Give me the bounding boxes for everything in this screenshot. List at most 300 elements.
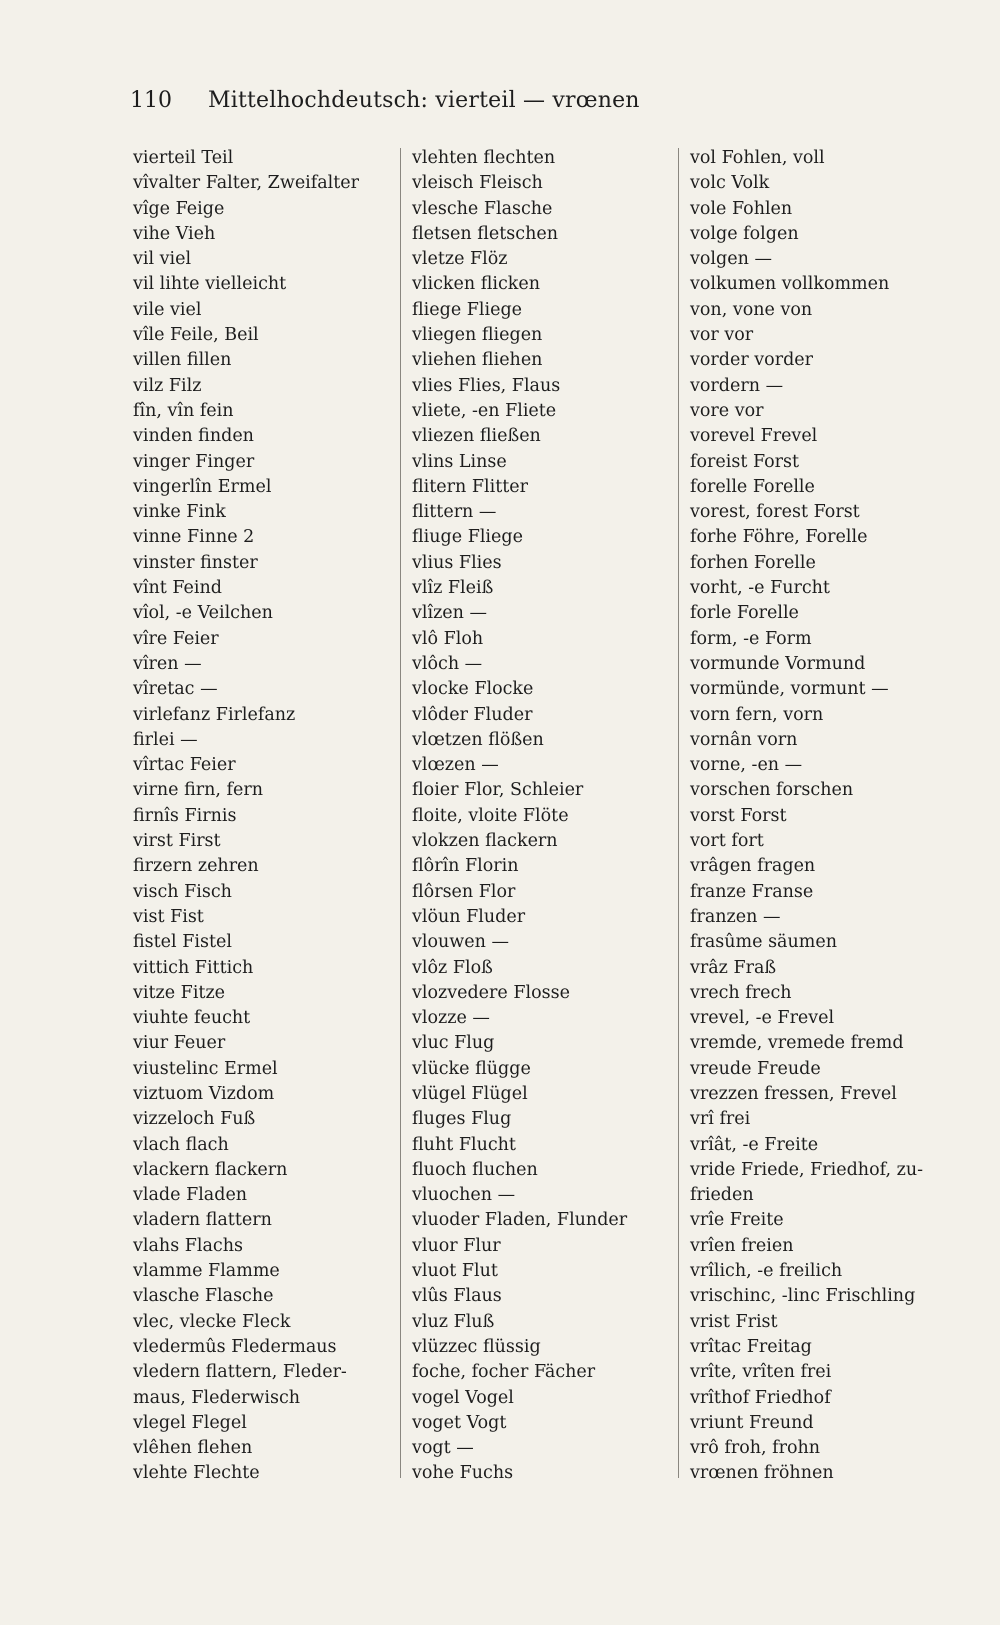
entry-gloss: fliehen (481, 350, 543, 371)
dictionary-entry (133, 1107, 391, 1132)
dictionary-entry (690, 829, 980, 854)
entry-gloss: Flut (461, 1261, 498, 1282)
entry-lemma: vlins (412, 451, 454, 472)
dictionary-entry (133, 804, 391, 829)
dictionary-entry (412, 930, 670, 955)
entry-lemma: vliehen (412, 350, 477, 371)
entry-lemma: vliezen (412, 426, 475, 447)
entry-lemma: fliege (412, 299, 462, 320)
entry-gloss: Forst (752, 451, 800, 472)
dictionary-entry (690, 1133, 980, 1158)
dictionary-entry (690, 981, 980, 1006)
entry-gloss: Freude (757, 1058, 821, 1079)
page-header (130, 88, 730, 120)
entry-gloss: Ermel (223, 1058, 278, 1079)
entry-gloss: forschen (776, 780, 854, 801)
entry-lemma: vîge (133, 198, 171, 219)
entry-lemma: virlefanz (133, 704, 211, 725)
entry-gloss: fern, vorn (735, 704, 824, 725)
entry-gloss: Flügel (471, 1083, 528, 1104)
entry-lemma: vlozze (412, 1008, 467, 1029)
entry-lemma: vil (133, 249, 155, 270)
entry-lemma: vlîz (412, 578, 443, 599)
entry-gloss: feucht (194, 1008, 251, 1029)
entry-gloss: Feind (172, 578, 222, 599)
dictionary-entry (133, 1031, 391, 1056)
dictionary-entry (133, 1133, 391, 1158)
dictionary-entry (690, 703, 980, 728)
entry-gloss: — (871, 679, 889, 700)
entry-gloss: froh, frohn (724, 1438, 821, 1459)
dictionary-entry (690, 627, 980, 652)
entry-gloss: Florin (465, 856, 519, 877)
dictionary-entry (133, 753, 391, 778)
entry-lemma: floite, vloite (412, 805, 518, 826)
dictionary-entry (133, 778, 391, 803)
dictionary-entry (412, 500, 670, 525)
entry-lemma: franzen (690, 906, 758, 927)
entry-gloss: Firlefanz (215, 704, 296, 725)
entry-lemma: vinden (133, 426, 193, 447)
dictionary-entry (133, 981, 391, 1006)
entry-lemma: vremde, vremede (690, 1033, 846, 1054)
dictionary-entry (412, 525, 670, 550)
dictionary-entry (412, 956, 670, 981)
dictionary-entry (690, 1335, 980, 1360)
dictionary-entry (690, 778, 980, 803)
dictionary-entry (690, 475, 980, 500)
dictionary-entry (412, 880, 670, 905)
column-3 (690, 146, 980, 1487)
entry-lemma: vrîlich, -e (690, 1261, 774, 1282)
entry-lemma: vrâgen (690, 856, 752, 877)
entry-gloss: Vieh (175, 223, 216, 244)
entry-gloss: Fledermaus (231, 1336, 337, 1357)
entry-lemma: vrîen (690, 1235, 736, 1256)
entry-lemma: fluges (412, 1109, 466, 1130)
entry-lemma: franze (690, 881, 747, 902)
dictionary-entry (690, 956, 980, 981)
dictionary-entry (133, 272, 391, 297)
entry-gloss: Freite (764, 1134, 819, 1155)
dictionary-entry (133, 399, 391, 424)
entry-gloss: Flor (478, 881, 516, 902)
entry-gloss: Frist (735, 1311, 778, 1332)
dictionary-entry (412, 475, 670, 500)
dictionary-entry (690, 1158, 980, 1209)
entry-lemma: frasûme (690, 932, 763, 953)
dictionary-entry (690, 1411, 980, 1436)
entry-gloss: — (754, 249, 772, 270)
dictionary-entry (412, 1057, 670, 1082)
entry-gloss: Fistel (182, 932, 232, 953)
entry-gloss: zehren (197, 856, 259, 877)
entry-gloss: flehen (197, 1438, 253, 1459)
dictionary-entry (690, 1436, 980, 1461)
entry-gloss: Fluder (466, 906, 526, 927)
dictionary-entry (412, 272, 670, 297)
entry-lemma: forhen (690, 552, 749, 573)
entry-gloss: Fladen, Flunder (484, 1210, 628, 1231)
entry-lemma: vort (690, 831, 726, 852)
entry-lemma: flôrîn (412, 856, 460, 877)
entry-lemma: vlêhen (133, 1438, 192, 1459)
entry-lemma: vorder (690, 350, 749, 371)
dictionary-entry (133, 1461, 391, 1486)
entry-lemma: vlœtzen (412, 729, 483, 750)
entry-lemma: vlœzen (412, 755, 476, 776)
entry-lemma: forelle (690, 476, 748, 497)
entry-lemma: vîrtac (133, 755, 185, 776)
entry-gloss: vor (724, 325, 754, 346)
dictionary-entry (412, 399, 670, 424)
entry-gloss: vollkommen (781, 274, 890, 295)
entry-lemma: vierteil (133, 148, 196, 168)
dictionary-entry (133, 197, 391, 222)
dictionary-entry (690, 1461, 980, 1486)
entry-lemma: flôrsen (412, 881, 474, 902)
entry-lemma: vîre (133, 628, 168, 649)
dictionary-entry (690, 753, 980, 778)
entry-lemma: vliegen (412, 325, 477, 346)
entry-gloss: Flug (454, 1033, 495, 1054)
entry-lemma: vorne, -en (690, 755, 780, 776)
dictionary-entry (690, 1107, 980, 1132)
entry-lemma: vorest, forest (690, 502, 809, 523)
entry-gloss: Fitze (180, 982, 226, 1003)
dictionary-entry (133, 500, 391, 525)
dictionary-entry (133, 905, 391, 930)
dictionary-entry (690, 1006, 980, 1031)
dictionary-entry (690, 247, 980, 272)
dictionary-entry (133, 1006, 391, 1031)
dictionary-entry (412, 1183, 670, 1208)
dictionary-entry (412, 1360, 670, 1385)
entry-lemma: vrech (690, 982, 740, 1003)
dictionary-entry (133, 1082, 391, 1107)
entry-lemma: vinster (133, 552, 195, 573)
entry-gloss: flügge (475, 1058, 531, 1079)
page-number: 110 (130, 88, 172, 113)
entry-gloss: säumen (768, 932, 837, 953)
dictionary-entry (412, 323, 670, 348)
dictionary-entry (412, 703, 670, 728)
entry-lemma: vist (133, 906, 165, 927)
entry-lemma: vrischinc, -linc (690, 1286, 820, 1307)
entry-lemma: fluoch (412, 1159, 467, 1180)
entry-gloss: flackern (485, 831, 558, 852)
entry-lemma: vluochen (412, 1185, 492, 1206)
entry-gloss: flechten (483, 148, 556, 168)
entry-lemma: volge (690, 223, 738, 244)
entry-gloss: — (478, 502, 497, 523)
dictionary-entry (412, 1461, 670, 1486)
entry-lemma: fluht (412, 1134, 454, 1155)
dictionary-entry (133, 450, 391, 475)
entry-gloss: Freitag (746, 1336, 812, 1357)
dictionary-entry (412, 374, 670, 399)
entry-lemma: vrîthof (690, 1387, 750, 1408)
dictionary-entry (690, 399, 980, 424)
dictionary-entry (690, 146, 980, 171)
entry-lemma: vinger (133, 451, 190, 472)
entry-gloss: Flies (458, 552, 502, 573)
entry-lemma: vinne (133, 527, 182, 548)
entry-gloss: Feuer (173, 1033, 226, 1054)
entry-gloss: Flitter (471, 476, 528, 497)
entry-lemma: voget (412, 1412, 462, 1433)
entry-gloss: Vogel (465, 1387, 514, 1408)
entry-gloss: Finger (195, 451, 255, 472)
dictionary-entry (690, 298, 980, 323)
column-divider (678, 148, 679, 1478)
dictionary-entry (690, 197, 980, 222)
dictionary-entry (133, 1436, 391, 1461)
entry-gloss: Teil (201, 148, 234, 168)
entry-lemma: vlius (412, 552, 454, 573)
dictionary-entry (412, 804, 670, 829)
entry-gloss: Friedhof (754, 1387, 831, 1408)
entry-gloss: Vormund (785, 653, 866, 674)
entry-gloss: — (184, 653, 202, 674)
entry-lemma: vile (133, 299, 165, 320)
entry-lemma: vrô (690, 1438, 719, 1459)
dictionary-entry (412, 551, 670, 576)
dictionary-entry (412, 1335, 670, 1360)
entry-gloss: flattern (205, 1210, 272, 1231)
dictionary-entry (412, 829, 670, 854)
dictionary-entry (412, 652, 670, 677)
entry-gloss: Flur (463, 1235, 501, 1256)
entry-lemma: vrist (690, 1311, 730, 1332)
entry-gloss: fließen (479, 426, 541, 447)
dictionary-entry (690, 348, 980, 373)
dictionary-entry (412, 576, 670, 601)
entry-lemma: vluoder (412, 1210, 480, 1231)
entry-lemma: vohe (412, 1463, 455, 1484)
dictionary-entry (133, 1259, 391, 1284)
entry-lemma: viuhte (133, 1008, 189, 1029)
entry-lemma: vinke (133, 502, 181, 523)
entry-gloss: Freite (729, 1210, 784, 1231)
entry-gloss: Fohlen (731, 198, 793, 219)
entry-gloss: Feile, Beil (170, 325, 259, 346)
entry-gloss: fluchen (472, 1159, 538, 1180)
entry-gloss: fremd (850, 1033, 904, 1054)
entry-lemma: vliete, -en (412, 400, 500, 421)
dictionary-entry (690, 1259, 980, 1284)
dictionary-entry (133, 601, 391, 626)
entry-gloss: — (456, 1438, 474, 1459)
entry-gloss: flattern, Fleder-maus, Flederwisch (133, 1362, 347, 1408)
entry-gloss: Fliege (467, 527, 523, 548)
entry-lemma: vlicken (412, 274, 476, 295)
column-divider (400, 148, 401, 1478)
dictionary-entry (412, 1259, 670, 1284)
entry-gloss: — (200, 679, 218, 700)
entry-lemma: vlamme (133, 1261, 203, 1282)
entry-lemma: fliuge (412, 527, 463, 548)
entry-lemma: vormünde, vormunt (690, 679, 866, 700)
dictionary-entry (690, 1284, 980, 1309)
entry-lemma: vîvalter (133, 173, 201, 194)
dictionary-entry (690, 525, 980, 550)
entry-gloss: Flechte (193, 1463, 260, 1484)
entry-lemma: volc (690, 173, 726, 194)
entry-lemma: vordern (690, 375, 760, 396)
dictionary-entry (412, 348, 670, 373)
entry-gloss: flößen (488, 729, 544, 750)
entry-gloss: Forelle (736, 603, 799, 624)
entry-lemma: vil lihte (133, 274, 200, 295)
entry-gloss: Flöte (522, 805, 569, 826)
entry-gloss: flüssig (482, 1336, 541, 1357)
dictionary-entry (690, 576, 980, 601)
entry-lemma: vreude (690, 1058, 752, 1079)
entry-gloss: fort (731, 831, 764, 852)
entry-lemma: vîol, -e (133, 603, 193, 624)
dictionary-entry (690, 1234, 980, 1259)
dictionary-entry (690, 677, 980, 702)
entry-gloss: Fleisch (479, 173, 543, 194)
entry-lemma: viustelinc (133, 1058, 219, 1079)
entry-lemma: vletze (412, 249, 465, 270)
entry-gloss: Feier (189, 755, 236, 776)
entry-lemma: virne (133, 780, 179, 801)
entry-gloss: vorder (754, 350, 814, 371)
entry-lemma: vore (690, 400, 730, 421)
entry-gloss: viel (170, 299, 202, 320)
entry-lemma: vîren (133, 653, 179, 674)
dictionary-entry (412, 424, 670, 449)
dictionary-entry (133, 424, 391, 449)
entry-lemma: vriunt (690, 1412, 744, 1433)
dictionary-entry (690, 171, 980, 196)
entry-gloss: finster (200, 552, 258, 573)
dictionary-entry (412, 1158, 670, 1183)
entry-gloss: — (472, 1008, 490, 1029)
dictionary-entry (133, 1158, 391, 1183)
entry-gloss: Fliege (466, 299, 523, 320)
entry-gloss: — (491, 932, 509, 953)
dictionary-entry (133, 171, 391, 196)
dictionary-entry (412, 1006, 670, 1031)
entry-gloss: Flegel (191, 1412, 247, 1433)
dictionary-entry (690, 1386, 980, 1411)
entry-gloss: viel (159, 249, 192, 270)
dictionary-entry (412, 1411, 670, 1436)
entry-lemma: flitern (412, 476, 467, 497)
entry-lemma: vlüzzec (412, 1336, 478, 1357)
dictionary-entry (690, 323, 980, 348)
entry-gloss: Fluß (453, 1311, 495, 1332)
entry-gloss: Flasche (483, 198, 553, 219)
dictionary-entry (133, 247, 391, 272)
entry-lemma: vlec, vlecke (133, 1311, 237, 1332)
entry-gloss: Linse (458, 451, 507, 472)
dictionary-entry (690, 450, 980, 475)
dictionary-entry (412, 981, 670, 1006)
entry-lemma: virst (133, 831, 173, 852)
dictionary-entry (133, 222, 391, 247)
entry-gloss: Forelle (753, 552, 816, 573)
entry-lemma: firlei (133, 729, 175, 750)
dictionary-entry (133, 1335, 391, 1360)
dictionary-entry (133, 1234, 391, 1259)
dictionary-entry (690, 1360, 980, 1385)
entry-gloss: Fluder (473, 704, 533, 725)
entry-lemma: vorevel (690, 426, 755, 447)
dictionary-entry (690, 728, 980, 753)
entry-gloss: Fohlen, voll (721, 148, 825, 168)
entry-lemma: vrœnen (690, 1463, 759, 1484)
entry-gloss: folgen (743, 223, 799, 244)
entry-gloss: Floß (452, 957, 493, 978)
entry-lemma: vrîte, vrîten (690, 1362, 795, 1383)
entry-lemma: vrezzen (690, 1083, 759, 1104)
dictionary-entry (412, 1234, 670, 1259)
entry-gloss: vor (734, 400, 764, 421)
entry-lemma: villen (133, 350, 182, 371)
dictionary-entry (412, 1284, 670, 1309)
entry-lemma: vlücke (412, 1058, 470, 1079)
dictionary-entry (412, 854, 670, 879)
dictionary-entry (412, 1082, 670, 1107)
entry-gloss: — (784, 755, 803, 776)
entry-gloss: Fist (170, 906, 204, 927)
entry-gloss: flach (185, 1134, 229, 1155)
entry-lemma: floier (412, 780, 459, 801)
entry-lemma: vluot (412, 1261, 457, 1282)
entry-gloss: Flucht (458, 1134, 516, 1155)
entry-gloss: firn, fern (184, 780, 263, 801)
dictionary-entry (133, 956, 391, 981)
entry-lemma: vlôch (412, 653, 460, 674)
entry-lemma: vlach (133, 1134, 180, 1155)
entry-lemma: vlôz (412, 957, 448, 978)
entry-lemma: vormunde (690, 653, 780, 674)
dictionary-entry (690, 854, 980, 879)
entry-lemma: vlies (412, 375, 453, 396)
entry-gloss: Fuß (220, 1109, 256, 1130)
dictionary-entry (133, 1411, 391, 1436)
entry-gloss: — (765, 375, 784, 396)
entry-lemma: vînt (133, 578, 167, 599)
entry-lemma: fletsen (412, 223, 472, 244)
dictionary-entry (133, 652, 391, 677)
dictionary-entry (133, 627, 391, 652)
dictionary-entry (690, 551, 980, 576)
entry-lemma: vihe (133, 223, 171, 244)
entry-lemma: vledern (133, 1362, 201, 1383)
dictionary-entry (412, 146, 670, 171)
entry-gloss: First (178, 831, 221, 852)
entry-lemma: vride (690, 1159, 736, 1180)
dictionary-entry (690, 1031, 980, 1056)
entry-gloss: Flachs (184, 1235, 243, 1256)
dictionary-entry (133, 374, 391, 399)
entry-gloss: fletschen (477, 223, 558, 244)
entry-gloss: flicken (480, 274, 541, 295)
dictionary-entry (133, 525, 391, 550)
entry-lemma: vornân (690, 729, 752, 750)
entry-lemma: vlocke (412, 679, 469, 700)
entry-gloss: Form (764, 628, 812, 649)
entry-lemma: vlîzen (412, 603, 464, 624)
entry-gloss: vielleicht (205, 274, 287, 295)
entry-lemma: forle (690, 603, 732, 624)
dictionary-entry (690, 424, 980, 449)
